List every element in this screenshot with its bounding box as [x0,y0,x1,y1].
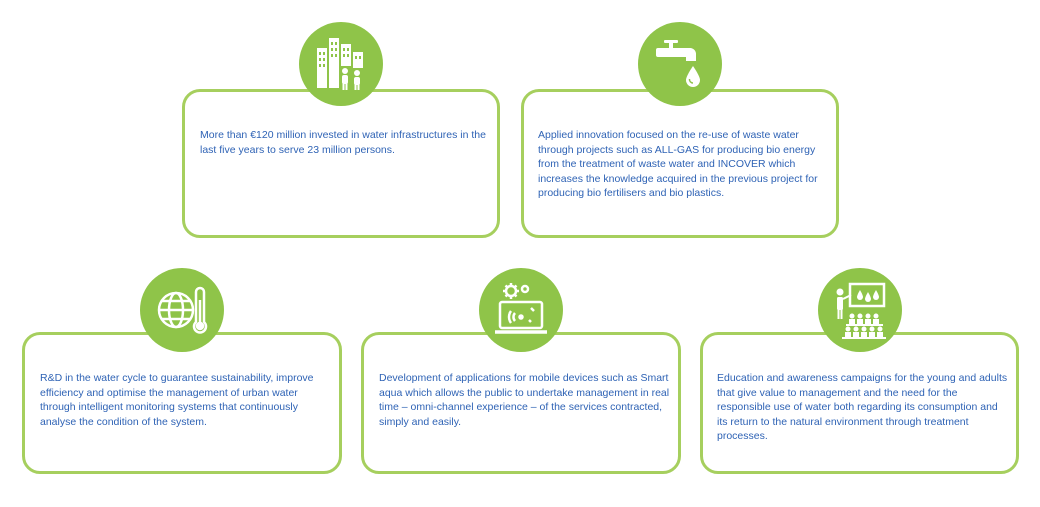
water-tap-icon [650,34,710,94]
card-text-education-campaigns: Education and awareness campaigns for the young and adults that give value to management and the need for the responsible use of water both regarding its consumption and its return to the natural environment through treatment processes. [717,372,1008,442]
badge-education-campaigns [818,268,902,352]
card-text-rd-water-cycle: R&D in the water cycle to guarantee sustainability, improve efficiency and optimise the management of urban water through intelligent monitoring systems that continuously analyse the condition of the system. [40,372,314,428]
classroom-presentation-icon [830,280,890,340]
laptop-gear-icon [491,280,551,340]
badge-rd-water-cycle [140,268,224,352]
card-water-infrastructure [182,89,500,238]
globe-thermometer-icon [152,280,212,340]
card-text-mobile-apps: Development of applications for mobile devices such as Smart aqua which allows the public to undertake management in real time – omni-channel experience – of the services contracted, simply and easily. [379,372,670,428]
badge-mobile-apps [479,268,563,352]
badge-water-infrastructure [299,22,383,106]
card-text-water-infrastructure: More than €120 million invested in water infrastructures in the last five years to serve 23 million persons. [200,129,486,156]
city-family-icon [311,34,371,94]
badge-waste-water-reuse [638,22,722,106]
card-text-waste-water-reuse: Applied innovation focused on the re-use of waste water through projects such as ALL-GAS for producing bio energy from the treatment of waste water and INCOVER which increases the knowledge acquired in the previous project for producing bio fertilisers and bio plastics. [538,129,818,199]
